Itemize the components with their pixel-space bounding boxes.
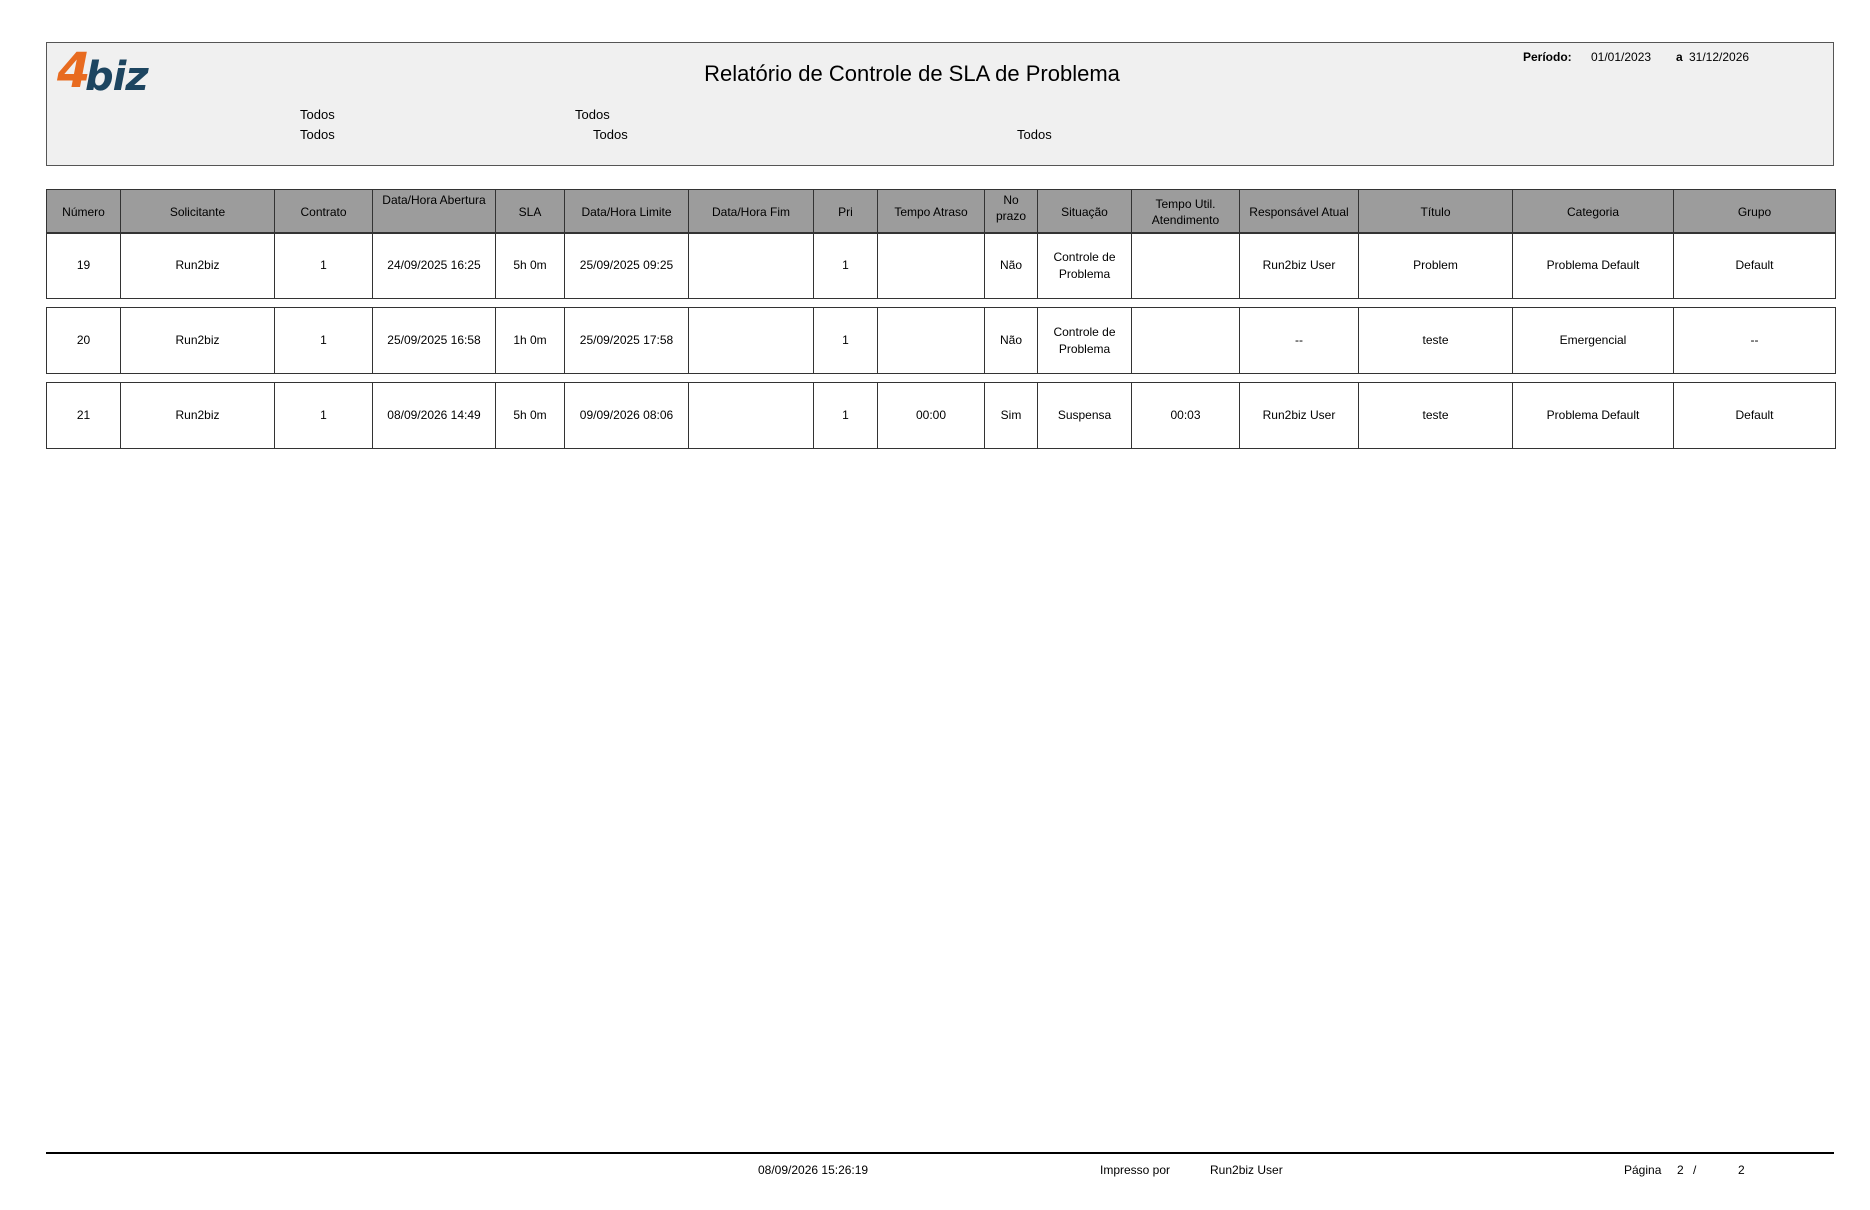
cell-solicitante: Run2biz (121, 383, 275, 449)
column-header-numero: Número (47, 190, 121, 234)
cell-numero: 21 (47, 383, 121, 449)
column-header-atraso: Tempo Atraso (878, 190, 985, 234)
cell-sla: 5h 0m (496, 383, 565, 449)
page-total: 2 (1738, 1163, 1745, 1177)
cell-situacao: Suspensa (1038, 383, 1132, 449)
cell-limite: 25/09/2025 09:25 (565, 233, 689, 299)
column-header-solicitante: Solicitante (121, 190, 275, 234)
printed-by-label: Impresso por (1100, 1163, 1171, 1177)
cell-categoria: Problema Default (1513, 233, 1674, 299)
cell-numero: 20 (47, 308, 121, 374)
cell-titulo: Problem (1359, 233, 1513, 299)
cell-categoria: Emergencial (1513, 308, 1674, 374)
cell-solicitante: Run2biz (121, 308, 275, 374)
cell-tempo-util (1132, 308, 1240, 374)
page-current: 2 (1677, 1163, 1684, 1177)
column-header-situacao: Situação (1038, 190, 1132, 234)
cell-contrato: 1 (275, 233, 373, 299)
page-separator: / (1693, 1163, 1697, 1177)
column-header-tempo-util: Tempo Util. Atendimento (1132, 190, 1240, 234)
printed-by: Run2biz User (1210, 1163, 1283, 1177)
cell-grupo: Default (1674, 383, 1836, 449)
filter-value: Todos (300, 107, 335, 122)
cell-abertura: 08/09/2026 14:49 (373, 383, 496, 449)
cell-categoria: Problema Default (1513, 383, 1674, 449)
cell-grupo: -- (1674, 308, 1836, 374)
logo-number: 4 (57, 43, 91, 99)
cell-contrato: 1 (275, 383, 373, 449)
cell-titulo: teste (1359, 308, 1513, 374)
column-header-row (46, 189, 1836, 234)
column-header-sla: SLA (496, 190, 565, 234)
cell-pri: 1 (814, 233, 878, 299)
period-separator: a (1676, 50, 1683, 64)
cell-fim (689, 308, 814, 374)
cell-no-prazo: Sim (985, 383, 1038, 449)
cell-atraso (878, 233, 985, 299)
footer-divider (46, 1152, 1834, 1154)
cell-solicitante: Run2biz (121, 233, 275, 299)
cell-abertura: 25/09/2025 16:58 (373, 308, 496, 374)
column-header-grupo: Grupo (1674, 190, 1836, 234)
report-title: Relatório de Controle de SLA de Problema (704, 61, 1120, 86)
cell-tempo-util (1132, 233, 1240, 299)
printed-at: 08/09/2026 15:26:19 (758, 1163, 869, 1177)
cell-situacao: Controle de Problema (1038, 233, 1132, 299)
filter-value: Todos (575, 107, 610, 122)
filter-value: Todos (300, 127, 335, 142)
cell-abertura: 24/09/2025 16:25 (373, 233, 496, 299)
cell-pri: 1 (814, 308, 878, 374)
cell-sla: 5h 0m (496, 233, 565, 299)
table-row (46, 382, 1836, 449)
cell-responsavel: Run2biz User (1240, 383, 1359, 449)
cell-situacao: Controle de Problema (1038, 308, 1132, 374)
cell-fim (689, 383, 814, 449)
page-label: Página (1624, 1163, 1662, 1177)
filter-value: Todos (593, 127, 628, 142)
cell-numero: 19 (47, 233, 121, 299)
cell-responsavel: Run2biz User (1240, 233, 1359, 299)
report-header (46, 42, 1834, 166)
cell-contrato: 1 (275, 308, 373, 374)
period-end: 31/12/2026 (1689, 50, 1750, 64)
column-header-abertura: Data/Hora Abertura (373, 190, 496, 234)
cell-no-prazo: Não (985, 308, 1038, 374)
table-row (46, 232, 1836, 299)
cell-sla: 1h 0m (496, 308, 565, 374)
cell-titulo: teste (1359, 383, 1513, 449)
logo-text: biz (85, 54, 148, 100)
cell-pri: 1 (814, 383, 878, 449)
cell-responsavel: -- (1240, 308, 1359, 374)
cell-no-prazo: Não (985, 233, 1038, 299)
column-header-contrato: Contrato (275, 190, 373, 234)
cell-limite: 09/09/2026 08:06 (565, 383, 689, 449)
cell-atraso: 00:00 (878, 383, 985, 449)
cell-fim (689, 233, 814, 299)
period-start: 01/01/2023 (1591, 50, 1652, 64)
filter-value: Todos (1017, 127, 1052, 142)
column-header-no-prazo: No prazo (985, 190, 1038, 234)
cell-tempo-util: 00:03 (1132, 383, 1240, 449)
column-header-limite: Data/Hora Limite (565, 190, 689, 234)
column-header-pri: Pri (814, 190, 878, 234)
table-row (46, 307, 1836, 374)
period-label: Período: (1523, 50, 1572, 64)
cell-grupo: Default (1674, 233, 1836, 299)
column-header-titulo: Título (1359, 190, 1513, 234)
column-header-categoria: Categoria (1513, 190, 1674, 234)
column-header-fim: Data/Hora Fim (689, 190, 814, 234)
cell-limite: 25/09/2025 17:58 (565, 308, 689, 374)
cell-atraso (878, 308, 985, 374)
column-header-responsavel: Responsável Atual (1240, 190, 1359, 234)
